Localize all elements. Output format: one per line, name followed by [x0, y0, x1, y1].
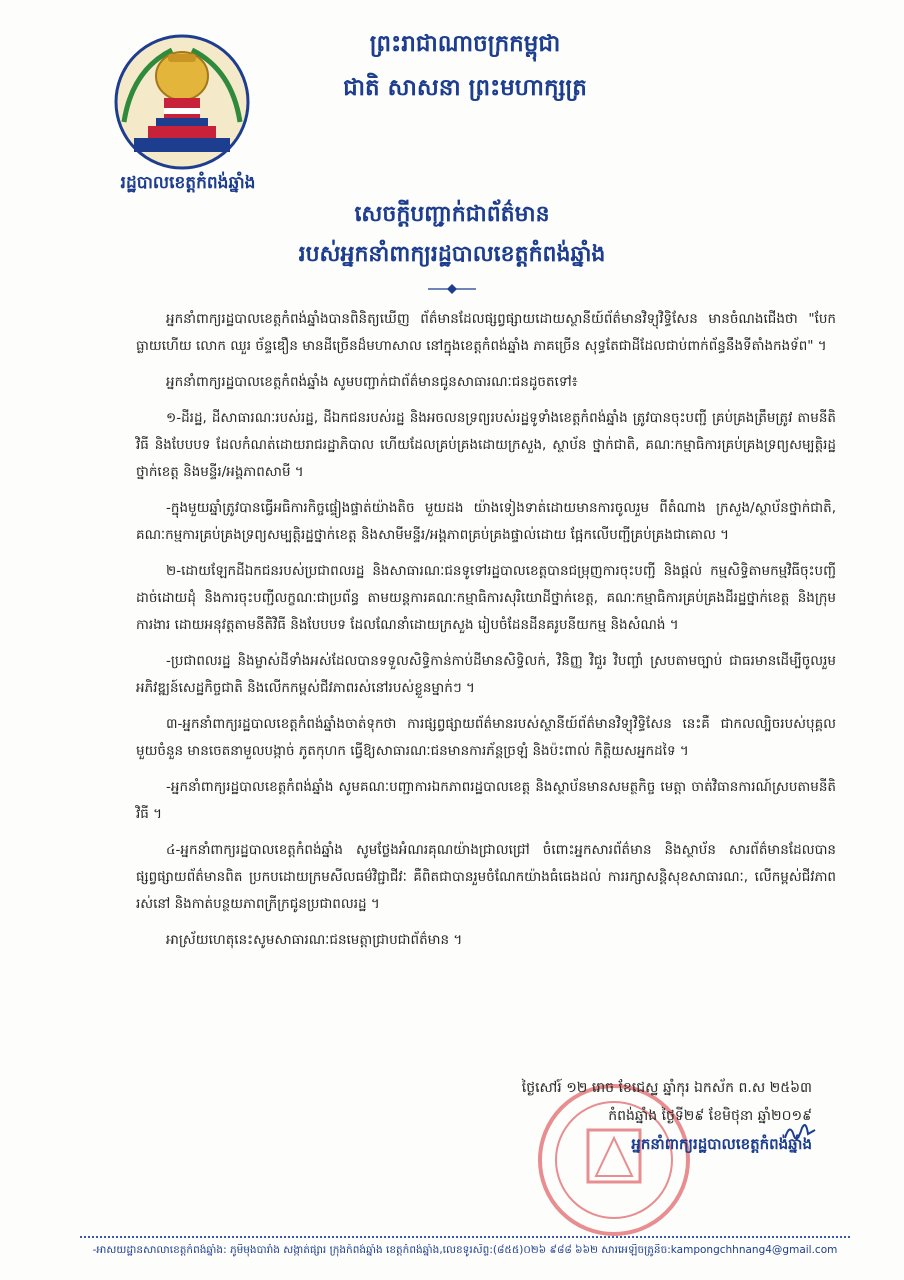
solar-date: កំពង់ឆ្នាំង ថ្ងៃទី២៩ ខែមិថុនា ឆ្នាំ២០១៩	[608, 1108, 812, 1124]
paragraph-point-1: ១-ដីរដ្ឋ, ដីសាធារណៈរបស់រដ្ឋ, ដីឯកជនរបស់រដ្ឋ និងអចលនទ្រព្យរបស់រដ្ឋទូទាំងខេត្តកំពង់ឆ្នាំង ត្រូវបានចុះបញ្ជី គ្រប់គ្រងត្រឹមត្រូវ តាមនីតិវិធី និងបែបបទ ដែលកំណត់ដោយរាជរដ្ឋាភិបាល ហើយដែលគ្រប់គ្រងដោយក្រសួង, ស្ថាប័ន ថ្នាក់ជាតិ, គណៈកម្មាធិការគ្រប់គ្រងទ្រព្យសម្បត្តិរដ្ឋថ្នាក់ខេត្ត និងមន្ទីរ/អង្គភាពសាមី ។	[136, 410, 836, 480]
paragraph-point-3-sub: -អ្នកនាំពាក្យរដ្ឋបាលខេត្តកំពង់ឆ្នាំង សូមគណៈបញ្ជាការឯកភាពរដ្ឋបាលខេត្ត និងស្ថាប័នមានសមត្ថកិច្ច មេត្តា ចាត់វិធានការណ៍ស្របតាមនីតិវិធី ។	[136, 779, 836, 822]
paragraph-point-1-sub: -ក្នុងមួយឆ្នាំត្រូវបានធ្វើអធិការកិច្ចផ្ទៀងផ្ទាត់យ៉ាងតិច មួយដង យ៉ាងទៀងទាត់ដោយមានការចូលរួម ពីតំណាង ក្រសួង/ស្ថាប័នថ្នាក់ជាតិ, គណៈកម្មការគ្រប់គ្រងទ្រព្យសម្បត្តិរដ្ឋថ្នាក់ខេត្ត និងសាមីមន្ទីរ/អង្គភាពគ្រប់គ្រងផ្ទាល់ដោយ ផ្អែកលើបញ្ជីគ្រប់គ្រងជាគោល ។	[136, 500, 836, 543]
provincial-administration-name: រដ្ឋបាលខេត្តកំពង់ឆ្នាំង	[120, 173, 256, 193]
kingdom-heading: ព្រះរាជាណាចក្រកម្ពុជា	[369, 30, 561, 57]
paragraph-intro: អ្នកនាំពាក្យរដ្ឋបាលខេត្តកំពង់ឆ្នាំងបានពិនិត្យឃើញ ព័ត៌មានដែលផ្សព្វផ្សាយដោយស្ថានីយ៍ព័ត៌មានវិទ្យុវិទ្ធិសែន មានចំណងជើងថា "បែកធ្លាយហើយ លោក ឈួរ ច័ន្ទឌឿន មានដីច្រើនដ៏មហាសាល នៅក្នុងខេត្តកំពង់ឆ្នាំង ភាគច្រើន សុទ្ធតែជាដីដែលជាប់ពាក់ព័ន្ធនឹងទីតាំងកងទ័ព" ។	[136, 311, 836, 354]
signatory-title: អ្នកនាំពាក្យរដ្ឋបាលខេត្តកំពង់ឆ្នាំង	[631, 1135, 812, 1153]
footer-address: -អាសយដ្ឋានសាលាខេត្តកំពង់ឆ្នាំង: ភូមិមុងបារាំង សង្កាត់ផ្សារ ក្រុងកំពង់ឆ្នាំង ខេត្តកំពង់ឆ្នាំង,លេខទូរស័ព្ទ:(៨៥៥)០២៦ ៩៨៨ ៦៦២ សារអេឡិចត្រូនិច:kampongchhnang4@gmail.com	[92, 1244, 838, 1256]
document-title-line1: សេចក្ដីបញ្ជាក់ជាព័ត៌មាន	[354, 201, 550, 227]
paragraph-clarification-lead: អ្នកនាំពាក្យរដ្ឋបាលខេត្តកំពង់ឆ្នាំង សូមបញ្ជាក់ជាព័ត៌មានជូនសាធារណៈជនដូចតទៅ៖	[166, 374, 578, 390]
paragraph-point-3: ៣-អ្នកនាំពាក្យរដ្ឋបាលខេត្តកំពង់ឆ្នាំងចាត់ទុកថា ការផ្សព្វផ្សាយព័ត៌មានរបស់ស្ថានីយ៍ព័ត៌មានវិទ្យុវិទ្ធិសែន នេះគឺ ជាកលល្បិចរបស់បុគ្គលមួយចំនួន មានចេតនាមួលបង្កាច់ ភូតកុហក ធ្វើឱ្យសាធារណៈជនមានការភ័ន្តច្រឡំ និងប៉ះពាល់ កិត្តិយសអ្នកដទៃ ។	[136, 716, 836, 759]
national-motto: ជាតិ សាសនា ព្រះមហាក្សត្រ	[343, 74, 587, 101]
paragraph-point-2-sub: -ប្រជាពលរដ្ឋ និងម្ចាស់ដីទាំងអស់ដែលបានទទួលសិទ្ធិកាន់កាប់ដីមានសិទ្ធិលក់, វិនិញ្ញ វិជួរ វិបញ្ចាំ ស្របតាមច្បាប់ ជាធរមានដើម្បីចូលរួមអភិវឌ្ឍន៍សេដ្ឋកិច្ចជាតិ និងលើកកម្ពស់ជីវភាពរស់នៅរបស់ខ្លួនម្នាក់ៗ ។	[136, 653, 836, 696]
signature-block	[392, 1074, 812, 1158]
title-ornament-divider	[426, 282, 478, 296]
paragraph-point-4: ៤-អ្នកនាំពាក្យរដ្ឋបាលខេត្តកំពង់ឆ្នាំង សូមថ្លែងអំណរគុណយ៉ាងជ្រាលជ្រៅ ចំពោះអ្នកសារព័ត៌មាន និងស្ថាប័ន សារព័ត៌មានដែលបានផ្សព្វផ្សាយព័ត៌មានពិត ប្រកបដោយក្រមសីលធម៌វិជ្ជាជីវៈ គឺពិតជាបានរួមចំណែកយ៉ាងធំធេងដល់ ការរក្សាសន្តិសុខសាធារណៈ, លើកម្ពស់ជីវភាពរស់នៅ និងកាត់បន្ថយភាពក្រីក្រជូនប្រជាពលរដ្ឋ ។	[136, 842, 836, 912]
paragraph-closing: អាស្រ័យហេតុនេះសូមសាធារណៈជនមេត្តាជ្រាបជាព័ត៌មាន ។	[166, 932, 463, 948]
statement-body	[136, 306, 836, 963]
paragraph-point-2: ២-ដោយឡែកដីឯកជនរបស់ប្រជាពលរដ្ឋ និងសាធារណៈជនទូទៅរដ្ឋបាលខេត្តបានជម្រុញការចុះបញ្ជី និងផ្ដល់ កម្មសិទ្ធិតាមកម្មវិធីចុះបញ្ជីដាច់ដោយដុំ និងការចុះបញ្ជីលក្ខណៈជាប្រព័ន្ធ តាមយន្តការគណៈកម្មាធិការសុរិយោដីថ្នាក់ខេត្ត, គណៈកម្មាធិការគ្រប់គ្រងដីរដ្ឋថ្នាក់ខេត្ត និងក្រុមការងារ ដោយអនុវត្តតាមនីតិវិធី និងបែបបទ ដែលណែនាំដោយក្រសួង រៀបចំដែនដីនគរូបនីយកម្ម និងសំណង់ ។	[136, 563, 836, 633]
lunar-date: ថ្ងៃសៅរ៍ ១២ រោច ខែជេស្ឋ ឆ្នាំកុរ ឯកស័ក ព.ស ២៥៦៣	[521, 1080, 812, 1096]
handwritten-signature	[782, 1118, 818, 1146]
provincial-emblem-logo	[112, 30, 252, 170]
document-title-line2: របស់អ្នកនាំពាក្យរដ្ឋបាលខេត្តកំពង់ឆ្នាំង	[298, 241, 606, 267]
footer-divider	[80, 1236, 850, 1238]
